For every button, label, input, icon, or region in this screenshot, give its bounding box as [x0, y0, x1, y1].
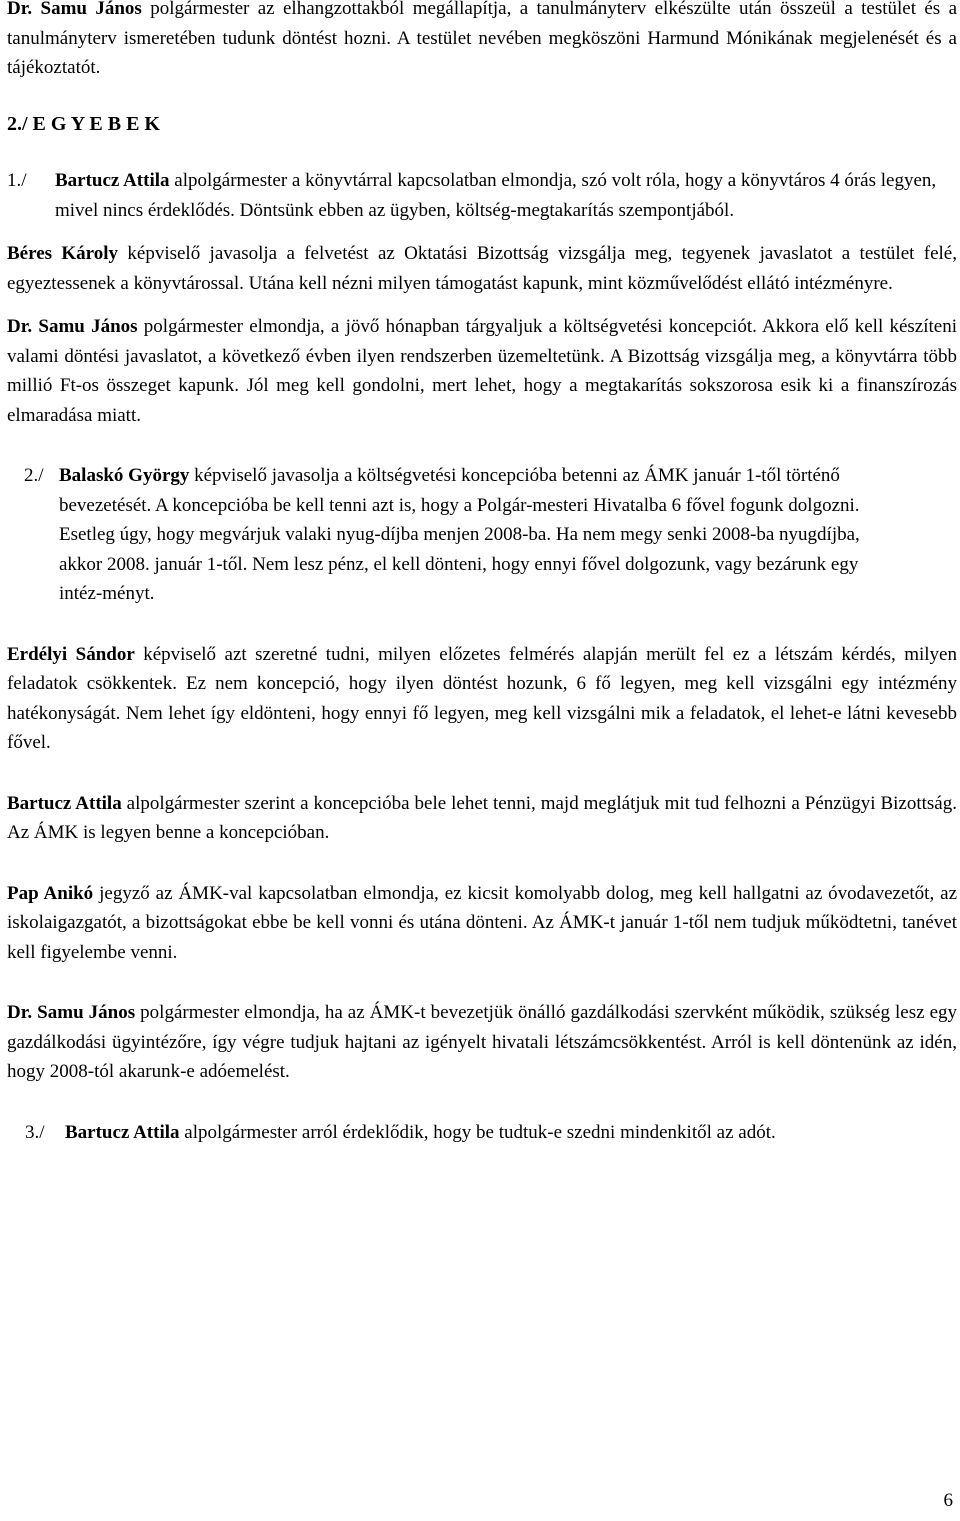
speaker-name: Bartucz Attila — [65, 1121, 180, 1143]
speaker-name: Bartucz Attila — [55, 170, 170, 191]
paragraph-text: képviselő azt szeretné tudni, milyen előzetes felmérés alapján merült fel ez a létszám kérdés, milyen feladatok csökkentek. Ez nem koncepció, hogy ilyen döntést hozunk, 6 fő legyen, meg kell vizsgálni egy intézmény hatékonyságát. Nem lehet így eldönteni, hogy ennyi fő legyen, meg kell vizsgálni mik a feladatok, el lehet-e látni kevesebb fővel. — [7, 643, 957, 753]
paragraph-text: polgármester elmondja, a jövő hónapban tárgyaljuk a költségvetési koncepciót. Akkora elő kell készíteni valami döntési javaslatot, a következő évben ilyen rendszerben üzemeltetünk. A Bizottság vizsgálja meg, a könyvtárra több millió Ft-os összeget kapunk. Jól meg kell gondolni, mert lehet, hogy a megtakarítás sokszorosa esik ki a finanszírozás elmaradása miatt. — [7, 316, 957, 426]
item-text: képviselő javasolja a költségvetési koncepcióba betenni az ÁMK január 1-től történő bevezetését. A koncepcióba be kell tenni azt is, hogy a Polgár-mesteri Hivatalba 6 fővel fogunk dolgozni. Esetleg úgy, hogy megvárjuk valaki nyug-díjba menjen 2008-ba. Ha nem megy senki 2008-ba nyugdíjba, akkor 2008. január 1-től. Nem lesz pénz, el kell dönteni, hogy ennyi fővel dolgozunk, vagy bezárunk egy intéz-ményt. — [59, 465, 860, 604]
speaker-name: Dr. Samu János — [7, 316, 138, 337]
agenda-item-2 — [7, 461, 957, 609]
paragraph-erdelyi — [7, 640, 957, 758]
speaker-name: Erdélyi Sándor — [7, 643, 135, 665]
item-number: 3./ — [25, 1121, 45, 1143]
item-body — [65, 1118, 957, 1148]
speaker-name: Pap Anikó — [7, 882, 94, 904]
speaker-name: Dr. Samu János — [7, 1002, 136, 1023]
document-page — [7, 0, 957, 1147]
paragraph-samu-2 — [7, 312, 957, 430]
item-number: 2./ — [24, 465, 44, 486]
speaker-name: Bartucz Attila — [7, 792, 122, 814]
item-body — [59, 461, 904, 609]
paragraph-text: alpolgármester szerint a koncepcióba bele lehet tenni, majd meglátjuk mit tud felhozni a Pénzügyi Bizottság. Az ÁMK is legyen benne a koncepcióban. — [7, 792, 957, 843]
paragraph-text: jegyző az ÁMK-val kapcsolatban elmondja, ez kicsit komolyabb dolog, meg kell hallgatni az óvodavezetőt, az iskolaigazgatót, a bizottságokat ebbe be kell vonni és utána dönteni. Az ÁMK-t január 1-től nem tudjuk működtetni, tanévet kell figyelembe venni. — [7, 882, 958, 963]
page-number: 6 — [943, 1490, 953, 1511]
paragraph-pap — [7, 879, 957, 968]
speaker-name: Béres Károly — [7, 243, 119, 264]
paragraph-text: polgármester elmondja, ha az ÁMK-t bevezetjük önálló gazdálkodási szervként működik, szükség lesz egy gazdálkodási ügyintézőre, így végre tudjuk hajtani az igényelt hivatali létszámcsökkentést. Arról is kell döntenünk az idén, hogy 2008-tól akarunk-e adóemelést. — [7, 1002, 958, 1082]
paragraph-samu-3 — [7, 998, 957, 1087]
agenda-item-3 — [7, 1118, 957, 1148]
item-number: 1./ — [7, 170, 27, 191]
paragraph-beres — [7, 239, 957, 298]
paragraph-text: polgármester az elhangzottakból megállapítja, a tanulmányterv elkészülte után összeül a testület és a tanulmányterv ismeretében tudunk döntést hozni. A testület nevében megköszöni Harmund Mónikának megjelenését és a tájékoztatót. — [7, 0, 957, 78]
paragraph-bartucz — [7, 789, 957, 848]
speaker-name: Dr. Samu János — [7, 0, 142, 19]
paragraph-text: képviselő javasolja a felvetést az Oktatási Bizottság vizsgálja meg, tegyenek javaslatot a testület felé, egyeztessenek a könyvtárossal. Utána kell nézni milyen támogatást kapunk, mint közművelődést ellátó intézményre. — [7, 243, 957, 294]
section-heading-egyebek: 2./ E G Y E B E K — [7, 112, 160, 135]
agenda-item-1 — [7, 166, 957, 225]
speaker-name: Balaskó György — [59, 465, 190, 486]
item-text: alpolgármester arról érdeklődik, hogy be tudtuk-e szedni mindenkitől az adót. — [179, 1121, 776, 1143]
paragraph-samu-1 — [7, 0, 957, 83]
item-body — [55, 166, 957, 225]
item-text: alpolgármester a könyvtárral kapcsolatban elmondja, szó volt róla, hogy a könyvtáros 4 órás legyen, mivel nincs érdeklődés. Döntsünk ebben az ügyben, költség-megtakarítás szempontjából. — [55, 170, 937, 221]
